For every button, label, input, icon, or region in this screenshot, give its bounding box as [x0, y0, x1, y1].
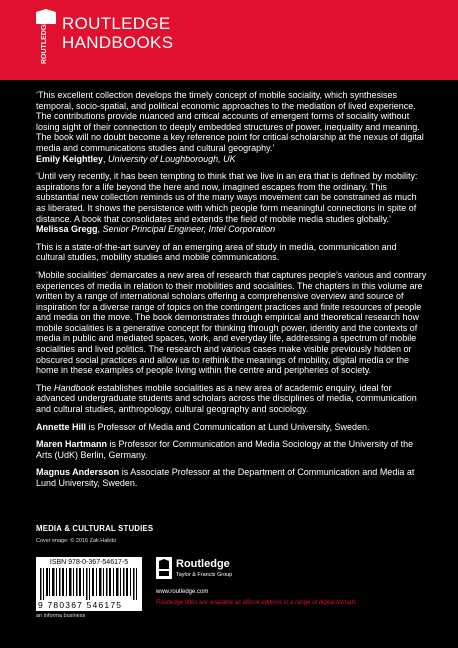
- quote-2-attribution: Melissa Gregg, Senior Principal Engineer, Intel Corporation: [36, 224, 276, 235]
- brand-line-2: HANDBOOKS: [62, 33, 174, 52]
- quote-1-text: ‘This excellent collection develops the timely concept of mobile sociality, which synthesises temporal, socio-spatial, and political economic approaches to the mediation of lived experience. The contributions provide nuanced and critical accounts of emergent forms of sociality without losing sight of their connection to deeply embedded structures of power, inequality and meaning. The book will no doubt become a key reference point for critical scholarship at the nexus of digital media and communications studies and cultural geography.’: [36, 90, 424, 153]
- editor-bio-3: [36, 467, 428, 488]
- editor-bio-2: [36, 439, 428, 460]
- handbook-title: Handbook: [54, 382, 96, 393]
- handbook-paragraph: [36, 383, 428, 415]
- editor-text-3: is Associate Professor at the Department of Communication and Media at Lund University, Sweden.: [36, 467, 415, 488]
- quote-1-attribution: Emily Keightley, University of Loughborough, UK: [36, 153, 236, 164]
- isbn-label: ISBN 978-0-367-54617-5: [49, 559, 129, 566]
- brand-line-1: ROUTLEDGE: [62, 14, 171, 33]
- brand-title: [62, 14, 173, 52]
- editor-name-1: Annette Hill: [36, 421, 87, 432]
- quote-1-name: Emily Keightley: [36, 153, 104, 164]
- quote-2-affiliation: Senior Principal Engineer, Intel Corporation: [102, 224, 276, 235]
- quote-2-name: Melissa Gregg: [36, 224, 98, 235]
- publisher-url: www.routledge.com: [156, 589, 209, 595]
- routledge-logo-icon: [34, 6, 58, 66]
- editor-name-2: Maren Hartmann: [36, 439, 108, 450]
- intro-paragraph: This is a state-of-the-art survey of an emerging area of study in media, communication and cultural studies, mobility studies and mobile communications.: [36, 241, 397, 263]
- quote-1-affiliation: University of Loughborough, UK: [108, 153, 236, 164]
- series-label: MEDIA & CULTURAL STUDIES: [36, 524, 154, 533]
- editor-text-2: is Professor for Communication and Media Sociology at the University of the Arts (UdK) Berlin, Germany.: [36, 439, 414, 460]
- cover-credit: Cover image: © 2016 Zak Habibi: [36, 538, 116, 544]
- publisher-name: Routledge: [176, 558, 230, 570]
- publisher-sub: Taylor & Francis Group: [176, 572, 233, 578]
- barcode-number: 9 780367 546175: [38, 600, 123, 610]
- description-paragraph: ‘Mobile socialities’ demarcates a new area of research that captures people’s various and contrary experiences of media in relation to their mobilities and socialities. The chapters in this volume are written by a range of international scholars offering a comprehensive overview and source of inspiration for a diverse range of topics on the contingent practices and finite resources of people and media on the move. The book demonstrates through empirical and theoretical research how mobile socialities is a generative concept for thinking through power, identity and the contexts of media in public and mediated spaces, work, and everyday life, addressing a spectrum of mobile socialities and lived politics. The research and various cases make visible previously hidden or obscured social practices and allow us to rethink the meanings of mobility, digital media or the home in these examples of people living within the centre and peripheries of society.: [36, 269, 427, 376]
- barcode-icon: [40, 568, 138, 600]
- routledge-publisher-logo-icon: [156, 557, 172, 579]
- editor-text-1: is Professor of Media and Communication at Lund University, Sweden.: [86, 421, 370, 432]
- handbook-rest: establishes mobile socialities as a new area of academic enquiry, ideal for advanced undergraduate students and scholars across the disciplines of media, communication and cultural studies, anthropology, cultural geography and sociology.: [36, 382, 417, 415]
- quote-2-text: ‘Until very recently, it has been tempting to think that we live in an era that is defined by mobility: aspirations for a life beyond the here and now, imagined escapes from the ordinary. This substantial new collection reminds us of the many ways movement can be constrained as much as liberated. It shows the persistence with which people form meaningful connections in spite of distance. A book that consolidates and extends the field of mobile media studies globally.’: [36, 171, 418, 224]
- spine-text: ROUTLEDGE: [41, 20, 48, 64]
- handbook-lead: The: [36, 382, 55, 393]
- back-cover-text: [36, 90, 428, 496]
- header-banner: [0, 0, 458, 80]
- barcode-panel: [36, 557, 142, 611]
- editor-bio-1: [36, 422, 428, 433]
- ebook-note: Routledge titles are available as eBook editions in a range of digital formats: [156, 600, 357, 606]
- editor-name-3: Magnus Andersson: [36, 467, 120, 478]
- informa-label: an informa business: [36, 613, 86, 619]
